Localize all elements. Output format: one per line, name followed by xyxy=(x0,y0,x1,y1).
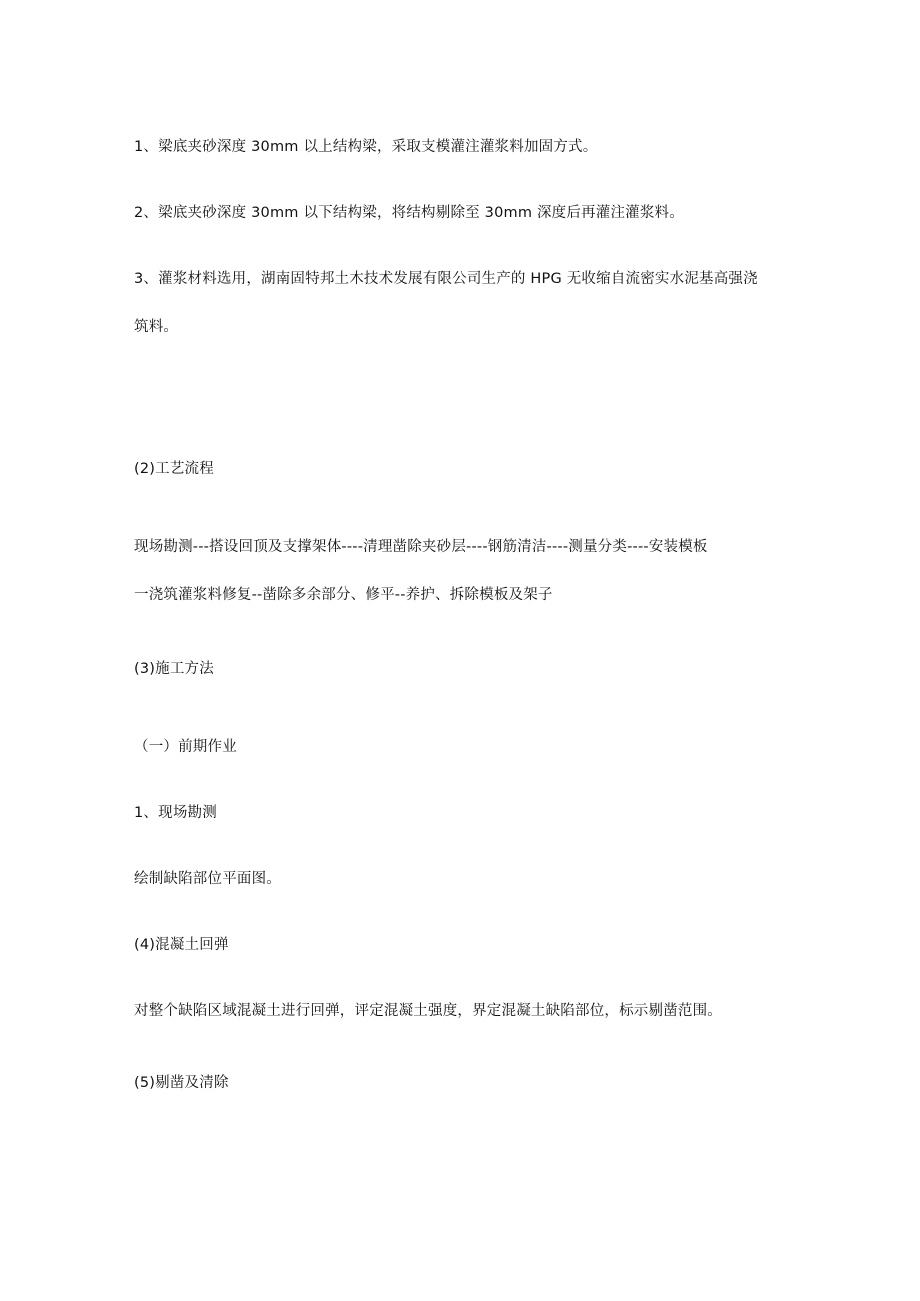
heading-site-survey: 1、现场勘测 xyxy=(134,805,217,821)
heading-process-flow: (2)工艺流程 xyxy=(134,461,214,477)
heading-rebound-test: (4)混凝土回弹 xyxy=(134,937,229,953)
process-flow-line-1: 现场勘测---搭设回顶及支撑架体----清理凿除夹砂层----钢筋清洁----测量分类----安装模板 xyxy=(134,539,708,555)
heading-construction-method: (3)施工方法 xyxy=(134,661,214,677)
heading-chiseling: (5)剔凿及清除 xyxy=(134,1075,229,1091)
paragraph-rebound-test: 对整个缺陷区域混凝土进行回弹，评定混凝土强度，界定混凝土缺陷部位，标示剔凿范围。 xyxy=(134,1003,722,1019)
paragraph-draw-plan: 绘制缺陷部位平面图。 xyxy=(134,871,281,887)
heading-preliminary-work: （一）前期作业 xyxy=(134,739,237,755)
paragraph-3: 3、灌浆材料选用，湖南固特邦土木技术发展有限公司生产的 HPG 无收缩自流密实水泥基高强浇 xyxy=(134,271,758,287)
paragraph-2: 2、梁底夹砂深度 30mm 以下结构梁，将结构剔除至 30mm 深度后再灌注灌浆料。 xyxy=(134,205,684,221)
process-flow-line-2: 一浇筑灌浆料修复--凿除多余部分、修平--养护、拆除模板及架子 xyxy=(134,587,553,603)
paragraph-1: 1、梁底夹砂深度 30mm 以上结构梁，采取支模灌注灌浆料加固方式。 xyxy=(134,139,598,155)
paragraph-3-continued: 筑料。 xyxy=(134,319,179,335)
